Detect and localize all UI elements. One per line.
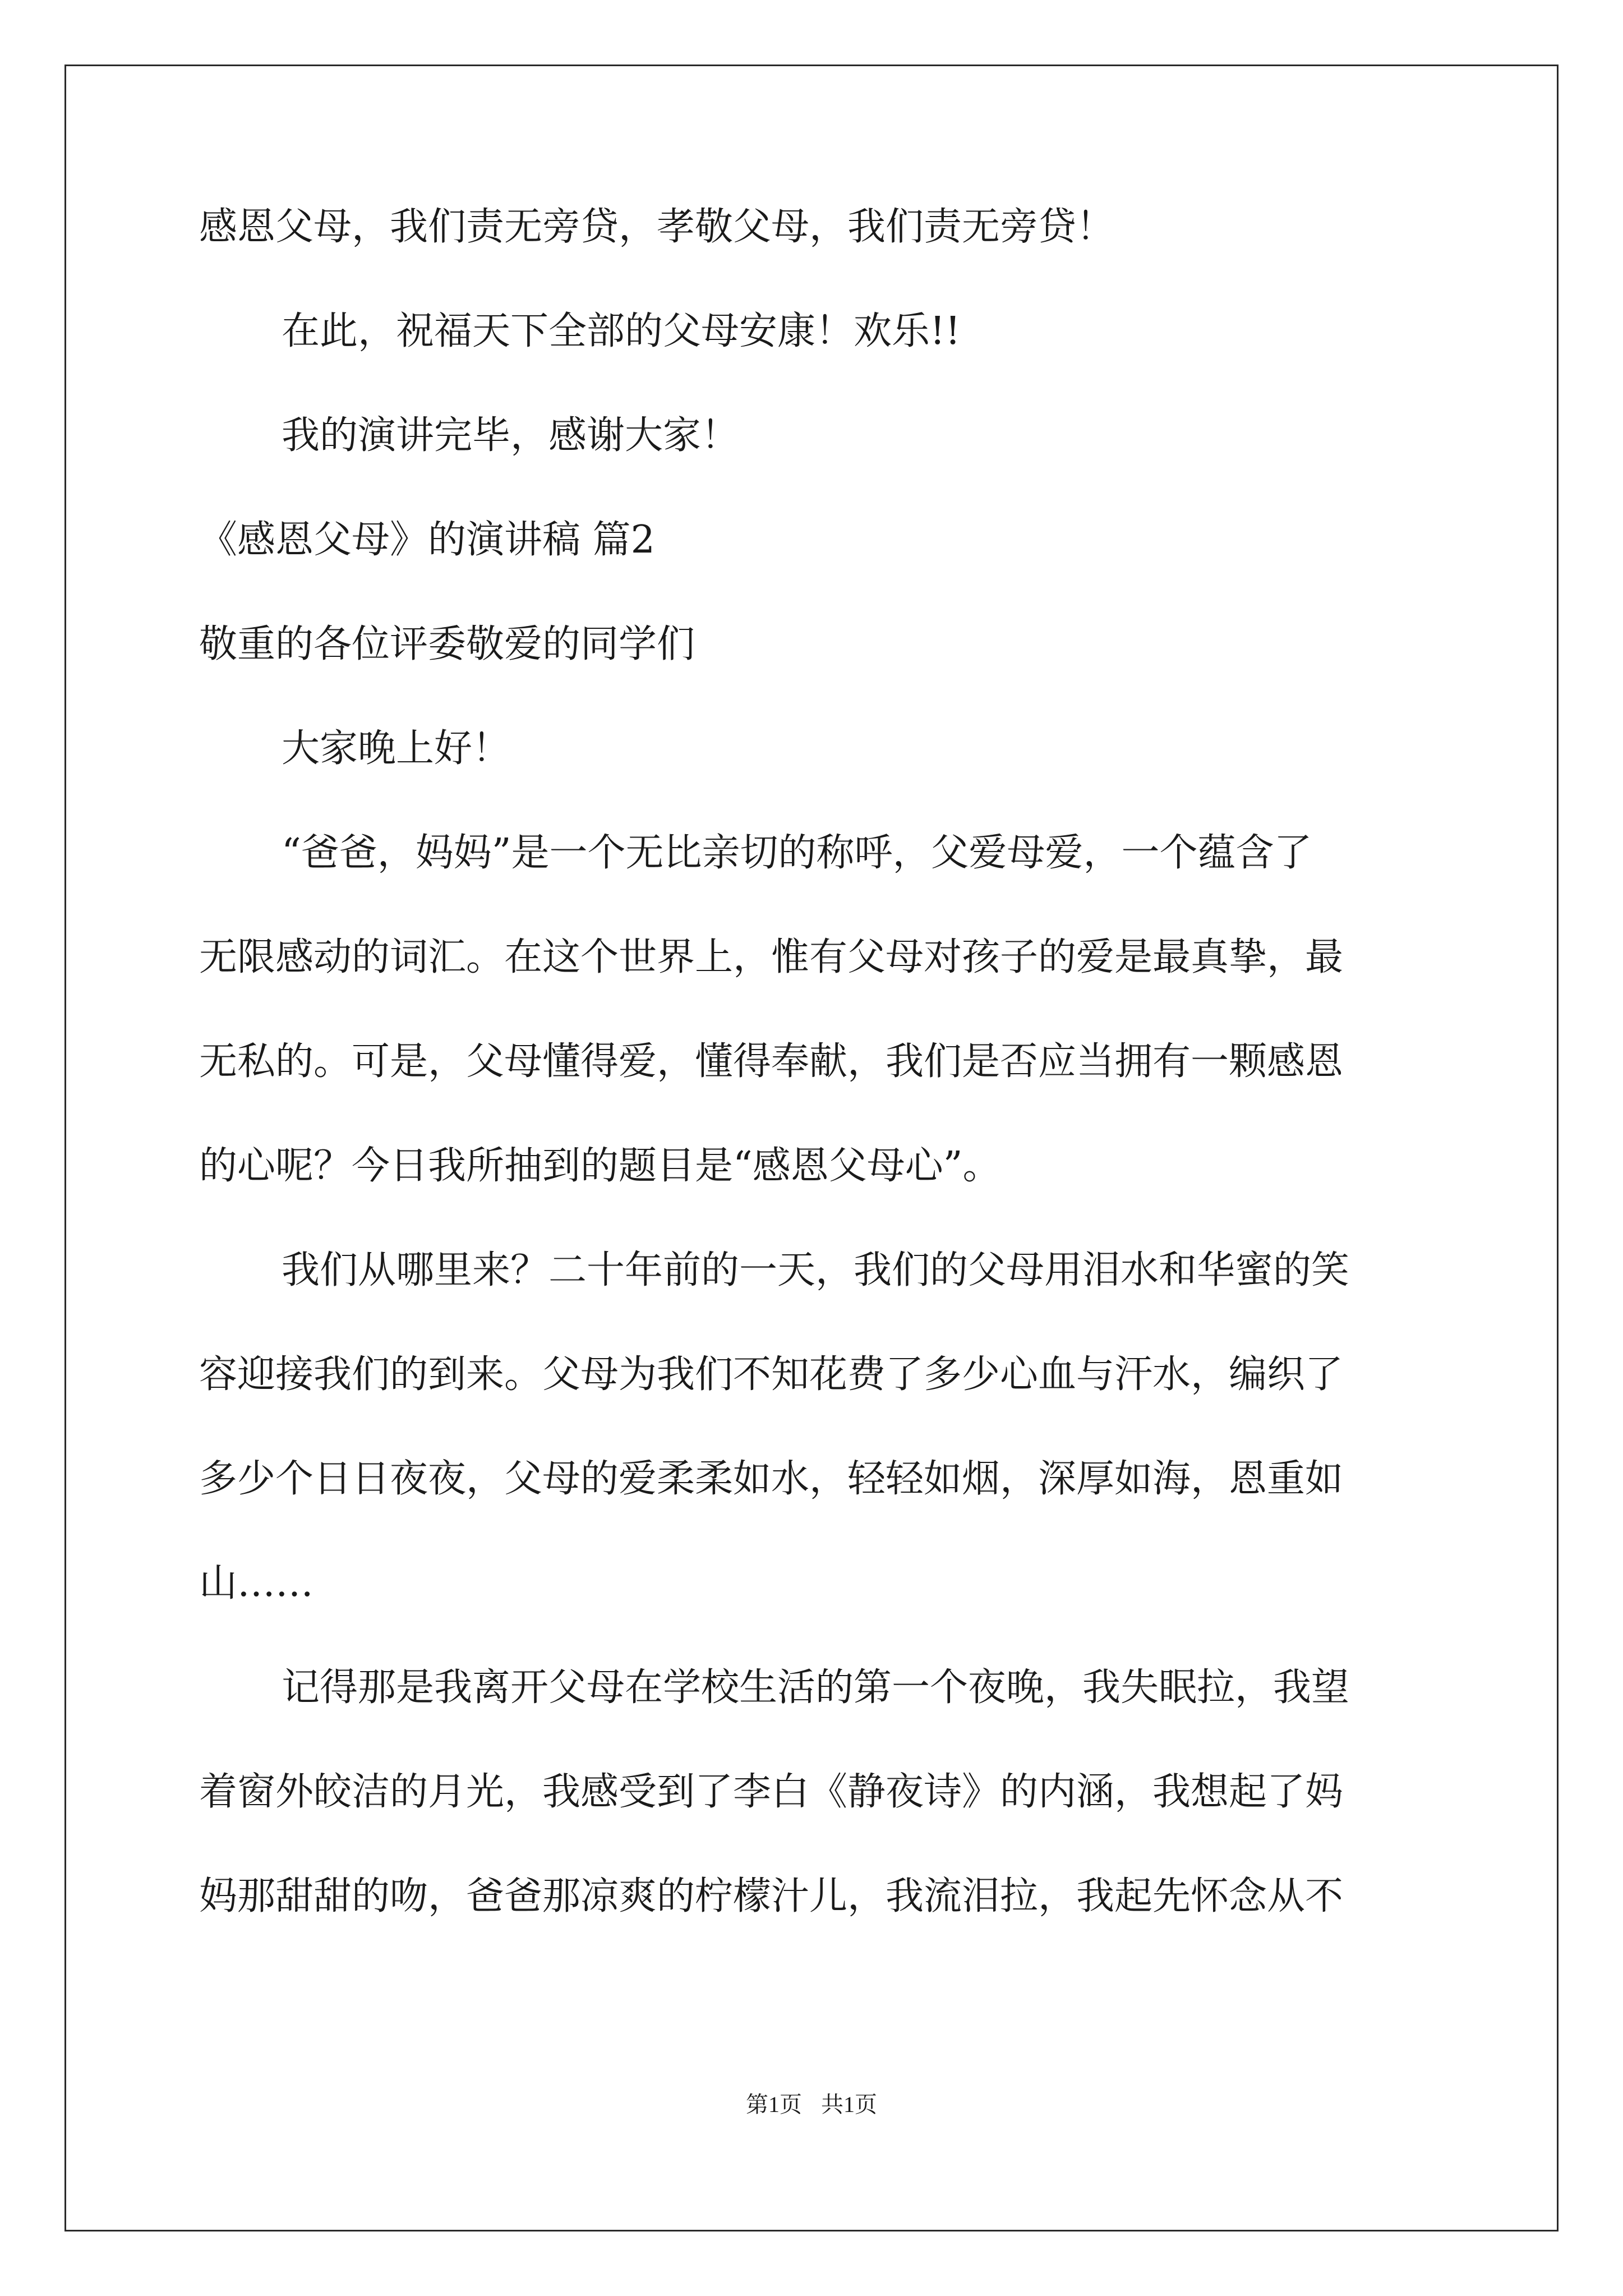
text-line: 妈那甜甜的吻，爸爸那凉爽的柠檬汁儿，我流泪拉，我起先怀念从不 bbox=[199, 1874, 1344, 1918]
text-line: 多少个日日夜夜，父母的爱柔柔如水，轻轻如烟，深厚如海，恩重如 bbox=[199, 1457, 1344, 1501]
text-line: 山…… bbox=[199, 1561, 314, 1605]
text-line: 我的演讲完毕，感谢大家！ bbox=[282, 413, 740, 458]
text-line: 着窗外皎洁的月光，我感受到了李白《静夜诗》的内涵，我想起了妈 bbox=[199, 1770, 1344, 1814]
page-footer bbox=[0, 2088, 1623, 2122]
page-total: 共1页 bbox=[821, 2092, 877, 2117]
text-line: 我们从哪里来？二十年前的一天，我们的父母用泪水和华蜜的笑 bbox=[282, 1248, 1350, 1292]
page-number: 第1页 bbox=[746, 2092, 802, 2117]
salutation: 敬重的各位评委敬爱的同学们 bbox=[199, 622, 695, 666]
text-line: 无私的。可是，父母懂得爱，懂得奉献，我们是否应当拥有一颗感恩 bbox=[199, 1039, 1344, 1084]
text-line: 感恩父母，我们责无旁贷，孝敬父母，我们责无旁贷！ bbox=[199, 205, 1115, 249]
text-line: 在此，祝福天下全部的父母安康！欢乐!! bbox=[282, 309, 961, 353]
text-line: 无限感动的词汇。在这个世界上，惟有父母对孩子的爱是最真挚，最 bbox=[199, 935, 1344, 979]
text-line: “爸爸，妈妈”是一个无比亲切的称呼，父爱母爱，一个蕴含了 bbox=[282, 831, 1312, 875]
text-line: 的心呢？今日我所抽到的题目是“感恩父母心”。 bbox=[199, 1144, 1001, 1188]
text-line: 记得那是我离开父母在学校生活的第一个夜晚，我失眠拉，我望 bbox=[282, 1665, 1350, 1710]
text-line: 容迎接我们的到来。父母为我们不知花费了多少心血与汗水，编织了 bbox=[199, 1352, 1344, 1397]
section-heading: 《感恩父母》的演讲稿 篇2 bbox=[199, 518, 655, 562]
greeting: 大家晚上好！ bbox=[282, 726, 511, 771]
